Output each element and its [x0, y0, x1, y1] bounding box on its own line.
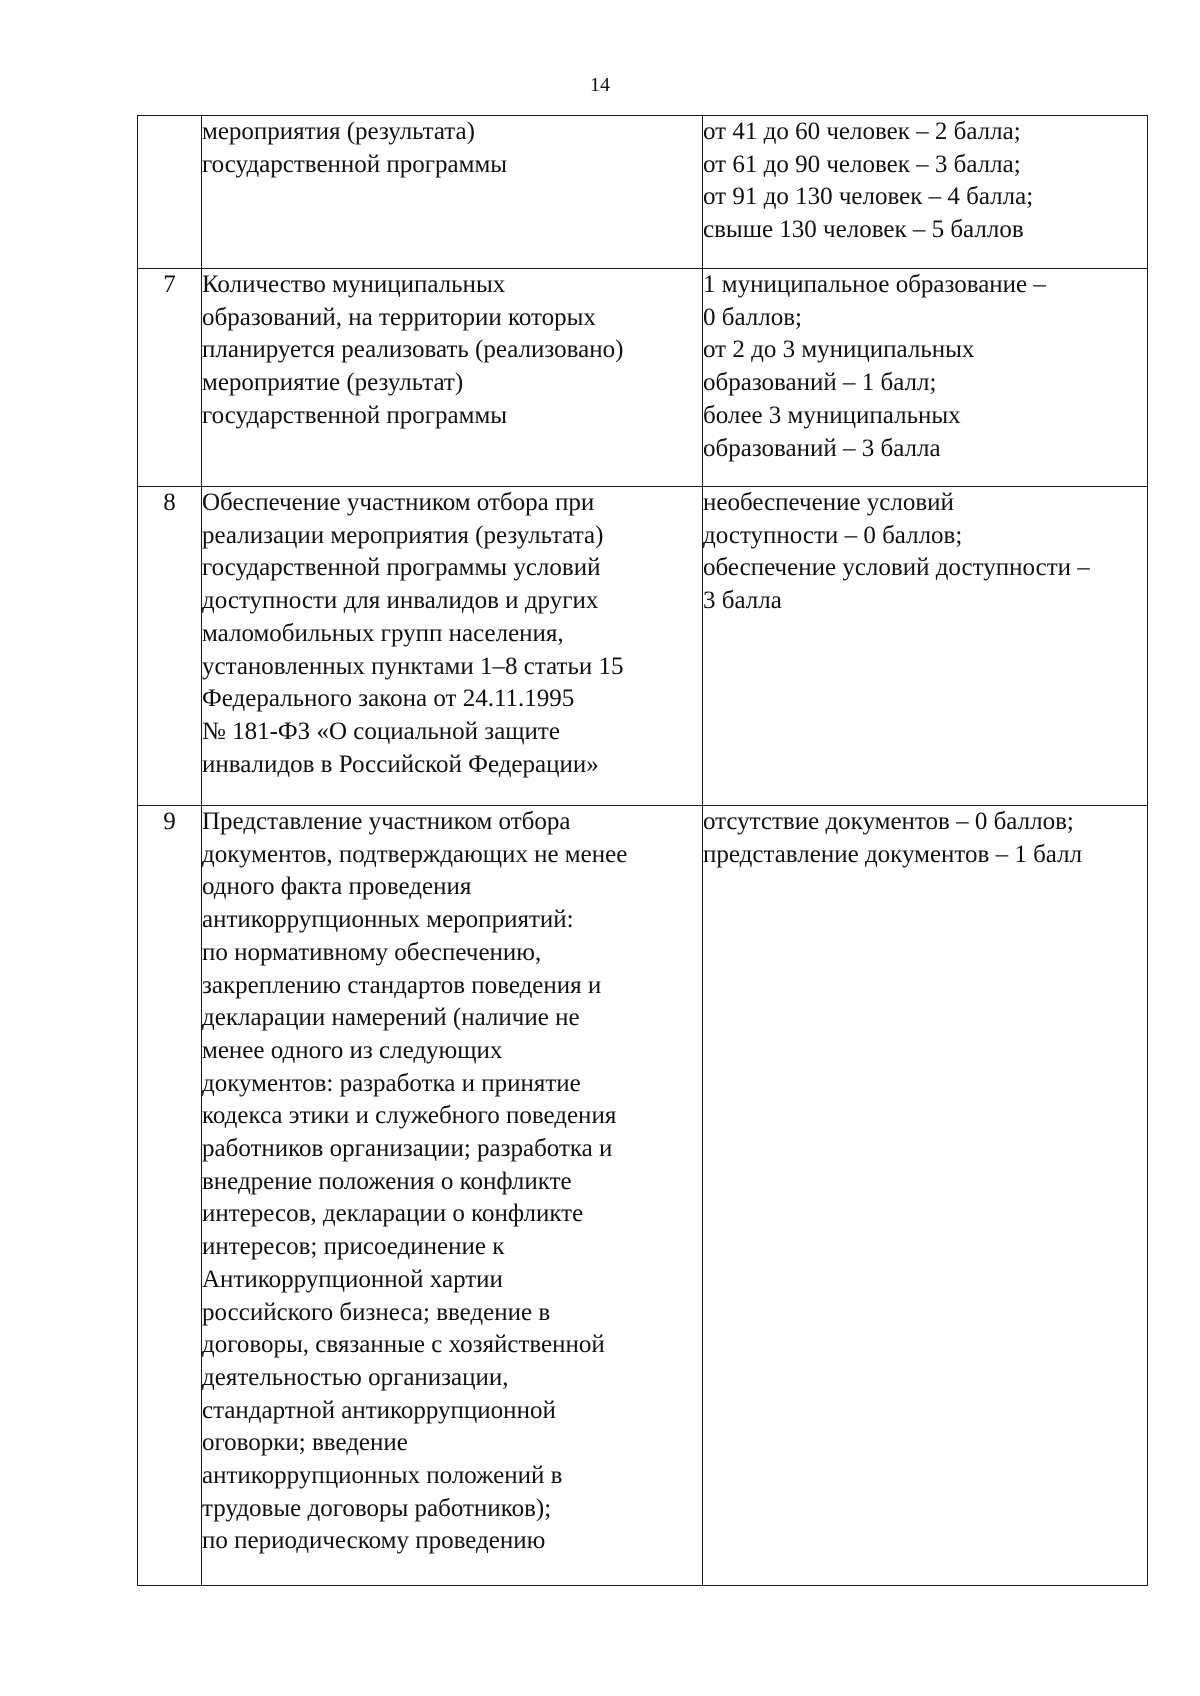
criterion-line: документов: разработка и принятие	[202, 1069, 581, 1097]
criterion-line: документов, подтверждающих не менее	[202, 840, 628, 868]
criterion-line: Федерального закона от 24.11.1995	[202, 685, 575, 713]
row-number-cell: 9	[138, 806, 202, 1586]
criterion-line: реализации мероприятия (результата)	[202, 521, 604, 549]
score-line: от 61 до 90 человек – 3 балла;	[703, 150, 1021, 178]
criterion-line: работников организации; разработка и	[202, 1135, 613, 1163]
score-line: образований – 1 балл;	[703, 369, 937, 397]
criterion-cell	[202, 487, 703, 806]
criterion-line: установленных пунктами 1–8 статьи 15	[202, 652, 624, 680]
criterion-line: по нормативному обеспечению,	[202, 938, 542, 966]
score-line: 0 баллов;	[703, 303, 802, 331]
row-number-cell: 7	[138, 269, 202, 487]
criterion-line: российского бизнеса; введение в	[202, 1298, 551, 1326]
criterion-line: Обеспечение участником отбора при	[202, 489, 595, 516]
criterion-line: Представление участником отбора	[202, 808, 571, 835]
criterion-line: инвалидов в Российской Федерации»	[202, 750, 599, 778]
table-row	[138, 487, 1148, 806]
criterion-line: стандартной антикоррупционной	[202, 1396, 556, 1424]
criterion-line: интересов; присоединение к	[202, 1233, 505, 1261]
score-line: отсутствие документов – 0 баллов;	[703, 808, 1074, 835]
score-cell	[703, 806, 1148, 1586]
criterion-cell	[202, 269, 703, 487]
criterion-line: планируется реализовать (реализовано)	[202, 336, 624, 364]
criterion-line: № 181-ФЗ «О социальной защите	[202, 717, 560, 745]
criterion-line: доступности для инвалидов и других	[202, 587, 599, 615]
table-row	[138, 116, 1148, 269]
criterion-line: государственной программы условий	[202, 554, 601, 582]
score-line: представление документов – 1 балл	[703, 840, 1083, 868]
score-line: от 91 до 130 человек – 4 балла;	[703, 183, 1034, 211]
criterion-line: внедрение положения о конфликте	[202, 1167, 572, 1195]
score-line: 3 балла	[703, 587, 782, 615]
criterion-line: менее одного из следующих	[202, 1036, 503, 1064]
score-line: свыше 130 человек – 5 баллов	[703, 216, 1024, 244]
criterion-line: договоры, связанные с хозяйственной	[202, 1331, 605, 1359]
criterion-cell	[202, 806, 703, 1586]
criteria-table	[137, 115, 1148, 1586]
score-line: доступности – 0 баллов;	[703, 521, 963, 549]
score-cell	[703, 487, 1148, 806]
page-number: 14	[590, 74, 610, 96]
criterion-line: антикоррупционных мероприятий:	[202, 906, 574, 934]
score-cell	[703, 116, 1148, 269]
score-line: обеспечение условий доступности –	[703, 554, 1090, 582]
criterion-line: оговорки; введение	[202, 1429, 408, 1457]
criterion-line: антикоррупционных положений в	[202, 1462, 563, 1490]
criterion-line: одного факта проведения	[202, 873, 472, 901]
criterion-line: мероприятие (результат)	[202, 369, 464, 397]
criterion-line: мероприятия (результата)	[202, 118, 475, 145]
criterion-line: образований, на территории которых	[202, 303, 596, 331]
score-line: от 2 до 3 муниципальных	[703, 336, 975, 364]
criterion-line: маломобильных групп населения,	[202, 619, 564, 647]
criterion-line: декларации намерений (наличие не	[202, 1004, 580, 1032]
criterion-line: государственной программы	[202, 150, 508, 178]
criterion-line: кодекса этики и служебного поведения	[202, 1102, 617, 1130]
criterion-line: Количество муниципальных	[202, 271, 506, 298]
score-line: 1 муниципальное образование –	[703, 271, 1046, 298]
row-number-cell: 8	[138, 487, 202, 806]
table-row	[138, 806, 1148, 1586]
score-line: образований – 3 балла	[703, 434, 941, 462]
row-number-cell	[138, 116, 202, 269]
score-line: более 3 муниципальных	[703, 401, 961, 429]
score-line: необеспечение условий	[703, 489, 954, 516]
criterion-cell	[202, 116, 703, 269]
criterion-line: трудовые договоры работников);	[202, 1494, 552, 1522]
criterion-line: Антикоррупционной хартии	[202, 1265, 503, 1293]
criterion-line: интересов, декларации о конфликте	[202, 1200, 584, 1228]
criterion-line: деятельностью организации,	[202, 1363, 509, 1391]
score-line: от 41 до 60 человек – 2 балла;	[703, 118, 1021, 145]
table-row	[138, 269, 1148, 487]
criteria-table-body	[138, 116, 1148, 1586]
criterion-line: государственной программы	[202, 401, 508, 429]
criterion-line: по периодическому проведению	[202, 1527, 546, 1555]
criterion-line: закреплению стандартов поведения и	[202, 971, 602, 999]
score-cell	[703, 269, 1148, 487]
